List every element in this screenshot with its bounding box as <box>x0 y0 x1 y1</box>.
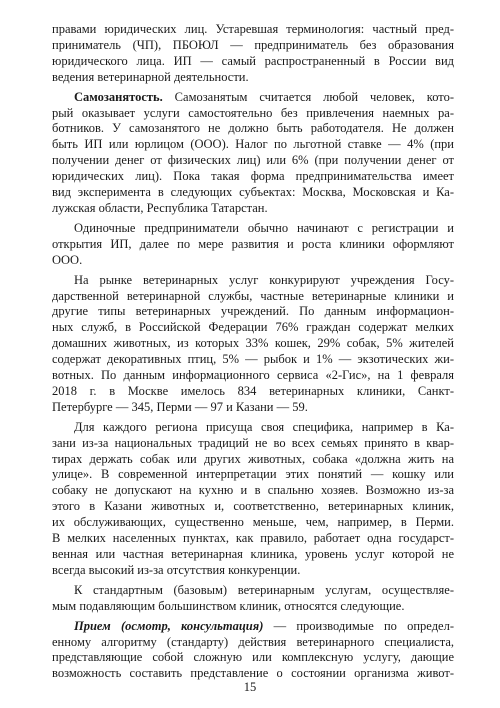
text-line: быть ИП или юрлицом (ООО). Налог по льготной ставке — 4% (при <box>52 137 454 152</box>
text-run: Самозанятым считается любой человек, кото- <box>162 89 454 104</box>
text-line: домашних животных, из которых 33% кошек, 29% собак, 5% жителей <box>52 336 454 351</box>
text-line: Петербурге — 345, Перми — 97 и Казани — 59. <box>52 399 308 414</box>
paragraph-self-employment <box>52 90 454 217</box>
text-line <box>52 619 454 635</box>
paragraph-6 <box>52 583 454 615</box>
text-line: их обслуживающих, существенно меньше, чем, например, в Перми. <box>52 515 454 530</box>
text-line: открытия ИП, далее по мере развития и роста клиники оформляют <box>52 236 454 251</box>
page-number: 15 <box>243 680 257 694</box>
text-line: ных служб, в Российской Федерации 76% граждан содержат мелких <box>52 320 454 335</box>
text-line: дарственной ветеринарной службы, частные ветеринарные клиники и <box>52 288 454 303</box>
paragraph-reception <box>52 619 454 683</box>
text-line: рый оказывает услуги самостоятельно без привлечения наемных ра- <box>52 105 454 120</box>
text-line: другие типы ветеринарных учреждений. По данным информацион- <box>52 304 454 319</box>
text-line: К стандартным (базовым) ветеринарным услугам, осуществляе- <box>74 582 454 597</box>
text-line: представляющие собой сложную или комплексную услугу, дающие <box>52 650 454 665</box>
text-line: всегда высокий из-за отсутствия конкуренции. <box>52 562 301 577</box>
text-line: Для каждого региона присуща своя специфика, например в Ка- <box>74 419 454 434</box>
text-line: зани из-за национальных традиций не во всех семьях принято в квар- <box>52 435 454 450</box>
term-reception: Прием (осмотр, консультация) <box>74 618 264 633</box>
text-line: получении денег от физических лиц) или 6% (при получении денег от <box>52 153 454 168</box>
text-line: собаку не допускают на кухню и в спальню хозяев. Возможно из-за <box>52 483 454 498</box>
text-line: венная или частная ветеринарная клиника, уровень услуг которой не <box>52 547 454 561</box>
text-line: содержат декоративных птиц, 5% — рыбок и 1% — экзотических жи- <box>52 352 454 367</box>
text-line: юридического лица. ИП — самый распространенный в России вид <box>52 53 454 68</box>
body-text <box>52 22 454 682</box>
text-line: лужская области, Республика Татарстан. <box>52 200 268 215</box>
text-line: На рынке ветеринарных услуг конкурируют учреждения Госу- <box>74 272 454 287</box>
text-line: ведения ветеринарной деятельности. <box>52 69 249 84</box>
text-line: енному алгоритму (стандарту) действия ветеринарного специалиста, <box>52 634 454 649</box>
paragraph-4 <box>52 273 454 416</box>
text-line: приниматель (ЧП), ПБОЮЛ — предприниматель без образования <box>52 37 454 52</box>
text-line: ООО. <box>52 252 83 267</box>
text-run: — производимые по определ- <box>263 618 454 633</box>
text-line: юридических лиц). Пока такая форма предпринимательства имеет <box>52 169 454 184</box>
text-line: мым подавляющим большинством клиник, относятся следующие. <box>52 598 405 613</box>
text-line: правами юридических лиц. Устаревшая терминология: частный пред- <box>52 22 454 36</box>
text-line: вид эксперимента в следующих субъектах: Москва, Московская и Ка- <box>52 185 454 200</box>
text-line <box>52 90 454 106</box>
term-self-employment: Самозанятость. <box>74 89 163 104</box>
text-line: 2018 г. в Москве имелось 834 ветеринарных клиники, Санкт- <box>52 383 454 398</box>
text-line: тирах держать собак или других животных, собака «должна жить на <box>52 451 454 466</box>
text-line: В мелких населенных пунктах, как правило, работает одна государст- <box>52 531 454 546</box>
text-line: улице». В современной интерпретации этих понятий — кошку или <box>52 467 454 482</box>
text-line: ботников. У самозанятого не должно быть работодателя. Не должен <box>52 121 454 136</box>
text-line: вотных. По данным информационного сервиса «2-Гис», на 1 февраля <box>52 368 454 383</box>
paragraph-5 <box>52 420 454 579</box>
paragraph-3 <box>52 221 454 269</box>
paragraph-1 <box>52 22 454 86</box>
text-line: Одиночные предприниматели обычно начинают с регистрации и <box>74 220 454 235</box>
text-line: возможность составить представление о состоянии организма живот- <box>52 666 454 681</box>
text-line: этого в Казани животных и, соответственно, ветеринарных клиник, <box>52 499 454 514</box>
